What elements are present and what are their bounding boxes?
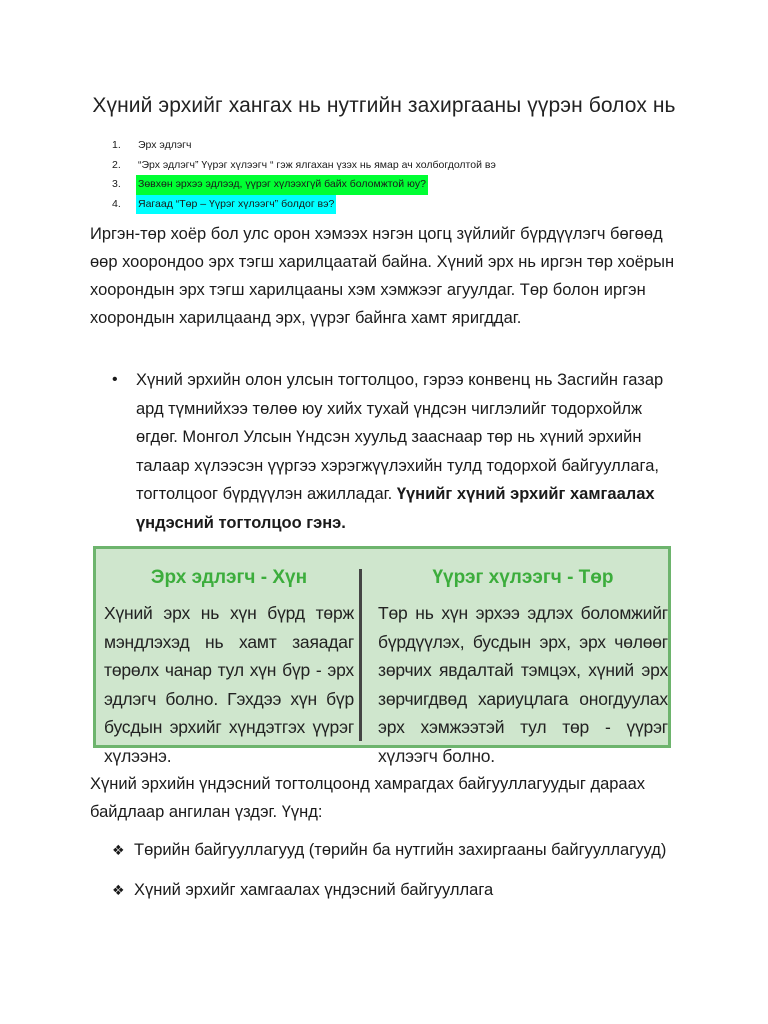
list-item (112, 876, 672, 904)
list-number: 4. (112, 197, 121, 210)
rights-holder-column (104, 563, 354, 770)
diamond-bullet-icon: ❖ (112, 882, 125, 898)
list-text: Төрийн байгууллагууд (төрийн ба нутгийн захиргааны байгууллагууд) (134, 841, 667, 859)
list-item (112, 175, 532, 195)
duty-bearer-column (378, 563, 668, 770)
list-text: Хүний эрхийг хамгаалах үндэсний байгууллага (134, 881, 494, 899)
duty-bearer-text: Төр нь хүн эрхээ эдлэх боломжийг бүрдүүлэх, бусдын эрх, эрх чөлөөг зөрчих явдалтай тэмцэх, хүний эрх зөрчигдвөд хариуцлага оногдуулах эрх хэмжээтэй тул төр - үүрэг хүлээгч болно. (378, 603, 668, 766)
list-number: 2. (112, 158, 121, 171)
column-divider (359, 569, 362, 741)
classification-paragraph: Хүний эрхийн үндэсний тогтолцоонд хамрагдах байгууллагуудыг дараах байдлаар ангилан үздэг. Үүнд: (90, 775, 646, 821)
highlighted-list-text: Яагаад “Төр – Үүрэг хүлээгч” болдог вэ? (136, 195, 336, 215)
diamond-bullet-icon: ❖ (112, 842, 125, 858)
list-item (112, 195, 532, 215)
list-number: 3. (112, 178, 121, 190)
rights-holder-heading: Эрх эдлэгч - Хүн (150, 567, 308, 588)
intro-paragraph: Иргэн-төр хоёр бол улс орон хэмээх нэгэн цогц зүйлийг бүрдүүлэгч бөгөөд өөр хоорондоо эрх тэгш харилцаатай байна. Хүний эрх нь иргэн төр хоёрын хоорондын эрх тэгш харилцааны хэм хэмжээг агуулдаг. Төр болон иргэн хоорондын харилцаанд эрх, үүрэг байнга хамт яригддаг. (90, 225, 675, 327)
rights-holder-text: Хүний эрх нь хүн бүрд төрж мэндлэхэд нь хамт заяадаг төрөлх чанар тул хүн бүр - эрх эдлэгч болно. Гэхдээ хүн бүр бусдын эрхийг хүндэтгэх үүрэг хүлээнэ. (104, 603, 354, 766)
bullet-bold-sentence: Үүнийг хүний эрхийг хамгаалах үндэсний тогтолцоо гэнэ. (136, 485, 655, 532)
rights-duties-panel (93, 546, 671, 766)
list-item (112, 156, 532, 176)
document-title: Хүний эрхийг хангах нь нутгийн захиргааны үүрэн болох нь (92, 94, 676, 117)
list-item (112, 836, 672, 864)
list-number: 1. (112, 139, 121, 151)
organization-list (112, 836, 672, 916)
list-text: Эрх эдлэгч (138, 139, 192, 151)
bullet-icon: • (112, 371, 118, 388)
question-list (112, 136, 532, 214)
bullet-text (136, 366, 686, 537)
bullet-body: Хүний эрхийн олон улсын тогтолцоо, гэрээ конвенц нь Засгийн газар ард түмнийхээ төлөө юу хийх тухай үндсэн чиглэлийг тодорхойлж өгдөг. Монгол Улсын Үндсэн хуульд зааснаар төр нь хүний эрхийн талаар хүлээсэн үүргээ хэрэгжүүлэхийн тулд тодорхой байгууллага, тогтолцоог бүрдүүлэн ажилладаг. (136, 371, 664, 503)
list-text: “Эрх эдлэгч” Үүрэг хүлээгч “ гэж ялгахан үзэх нь ямар ач холбогдолтой вэ (138, 158, 496, 171)
list-item (112, 136, 532, 156)
duty-bearer-heading: Үүрэг хүлээгч - Төр (432, 567, 614, 588)
highlighted-list-text: Зөвхөн эрхээ эдлээд, үүрэг хүлээхгүй байх боломжтой юу? (136, 175, 428, 195)
